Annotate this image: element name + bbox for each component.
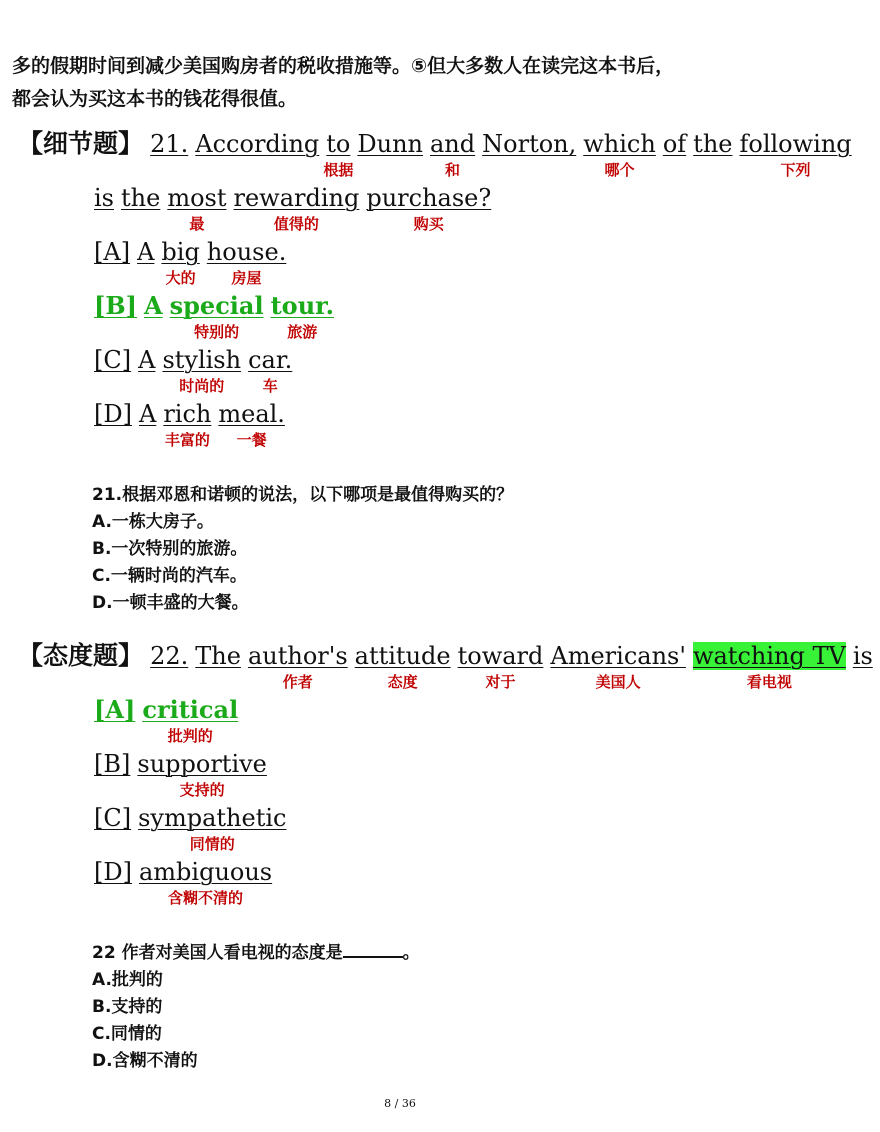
- translation-question: 21.根据邓恩和诺顿的说法，以下哪项是最值得购买的？: [92, 485, 514, 505]
- translation-option: B.支持的: [92, 997, 163, 1017]
- english-word: A: [138, 346, 156, 374]
- annotated-word: [94, 346, 131, 374]
- chinese-gloss: 特别的: [194, 323, 240, 341]
- english-word: special: [169, 291, 264, 320]
- translation-option: C.一辆时尚的汽车。: [92, 566, 247, 586]
- annotated-word: [583, 130, 656, 179]
- intro-line: 多的假期时间到减少美国购房者的税收措施等。⑤但大多数人在读完这本书后，: [12, 55, 675, 77]
- annotated-word: [693, 130, 732, 158]
- english-word: is: [852, 642, 873, 670]
- annotated-word: [94, 858, 132, 886]
- answer-option-correct: [94, 292, 341, 346]
- annotated-word: [167, 184, 227, 233]
- english-word: Americans': [550, 642, 686, 670]
- chinese-gloss: 车: [262, 377, 278, 395]
- english-word: A: [137, 238, 155, 266]
- annotated-word: [137, 238, 154, 266]
- annotated-word: [162, 346, 242, 395]
- english-word: A: [138, 400, 157, 428]
- translation-option: C.同情的: [92, 1024, 162, 1044]
- annotated-word: [94, 400, 132, 428]
- intro-paragraph: [12, 50, 792, 116]
- english-word: meal.: [218, 400, 285, 428]
- annotated-word: [94, 292, 137, 320]
- annotated-word: [357, 130, 423, 158]
- english-word: tour.: [270, 291, 334, 320]
- annotated-word: [550, 642, 686, 691]
- english-word: [B]: [94, 291, 137, 320]
- annotated-word: [195, 642, 241, 670]
- english-word: Dunn: [357, 130, 423, 158]
- english-word: following: [739, 130, 852, 158]
- chinese-gloss: 时尚的: [179, 377, 225, 395]
- english-word: A: [144, 291, 163, 320]
- annotated-word: [270, 291, 334, 341]
- annotated-word: [161, 238, 200, 287]
- annotated-word: [137, 750, 267, 799]
- intro-line: 都会认为买这本书的钱花得很值。: [12, 88, 298, 110]
- english-word: [D]: [94, 400, 132, 428]
- annotated-word: [138, 804, 287, 853]
- annotated-word: [482, 130, 576, 158]
- english-word: attitude: [354, 642, 451, 670]
- english-word: toward: [457, 642, 544, 670]
- chinese-gloss: 美国人: [595, 673, 641, 691]
- question-21-translation: [92, 482, 513, 617]
- answer-blank: [343, 940, 403, 958]
- page-number: 8 / 36: [384, 1097, 416, 1110]
- english-word: rich: [163, 400, 212, 428]
- translation-option: A.一栋大房子。: [92, 512, 214, 532]
- annotated-word: [94, 696, 135, 724]
- answer-option: [94, 804, 293, 858]
- english-word: critical: [142, 695, 239, 724]
- translation-option: D.一顿丰盛的大餐。: [92, 593, 249, 613]
- annotated-word: [142, 695, 239, 745]
- annotated-word: [138, 346, 155, 374]
- answer-option: [94, 858, 279, 912]
- english-word: most: [167, 184, 227, 212]
- annotated-word: [94, 238, 130, 266]
- english-word: [D]: [94, 858, 132, 886]
- annotated-word: [323, 130, 354, 179]
- chinese-gloss: 作者: [282, 673, 313, 691]
- english-word: purchase?: [366, 184, 492, 212]
- english-word: house.: [206, 238, 287, 266]
- english-word: car.: [248, 346, 293, 374]
- chinese-gloss: 支持的: [179, 781, 225, 799]
- annotated-word: [206, 238, 287, 287]
- english-word: rewarding: [233, 184, 360, 212]
- chinese-gloss: 大的: [165, 269, 196, 287]
- english-word: According: [195, 130, 320, 158]
- translation-option: A.批判的: [92, 970, 163, 990]
- english-word: sympathetic: [138, 804, 287, 832]
- chinese-gloss: 一餐: [236, 431, 267, 449]
- english-word: stylish: [162, 346, 242, 374]
- annotated-word: [663, 130, 686, 158]
- english-word: big: [161, 238, 200, 266]
- annotated-word: [169, 291, 264, 341]
- annotated-word: [739, 130, 852, 179]
- annotated-word: [139, 400, 156, 428]
- chinese-gloss: 下列: [780, 161, 811, 179]
- english-word: [C]: [94, 804, 132, 832]
- answer-option: [94, 346, 299, 400]
- english-word: of: [662, 130, 687, 158]
- annotated-word: [121, 184, 160, 212]
- annotated-word: [366, 184, 492, 233]
- annotated-word: [163, 400, 212, 449]
- annotated-word: [94, 750, 130, 778]
- chinese-gloss: 购买: [413, 215, 444, 233]
- annotated-word: [195, 130, 319, 158]
- annotated-word: [692, 642, 846, 691]
- annotated-word: [233, 184, 360, 233]
- answer-option-correct: [94, 696, 245, 750]
- annotated-word: [150, 130, 188, 158]
- english-word: Norton,: [482, 130, 577, 158]
- english-word: author's: [247, 642, 348, 670]
- translation-option: B.一次特别的旅游。: [92, 539, 248, 559]
- chinese-gloss: 值得的: [273, 215, 319, 233]
- question-type-tag: 【态度题】: [18, 641, 144, 670]
- annotated-word: [430, 130, 476, 179]
- question-22-translation: [92, 940, 420, 1075]
- english-word: and: [430, 130, 476, 158]
- english-word: 21.: [150, 130, 189, 158]
- english-word: is: [94, 184, 114, 212]
- annotated-word: [94, 804, 131, 832]
- translation-option: D.含糊不清的: [92, 1051, 198, 1071]
- english-word: supportive: [137, 750, 267, 778]
- chinese-gloss: 根据: [323, 161, 354, 179]
- chinese-gloss: 含糊不清的: [168, 889, 244, 907]
- annotated-word: [150, 642, 188, 670]
- chinese-gloss: 房屋: [231, 269, 262, 287]
- annotated-word: [218, 400, 285, 449]
- chinese-gloss: 态度: [387, 673, 418, 691]
- english-word: The: [195, 642, 241, 670]
- english-word: watching TV: [692, 642, 846, 670]
- question-22-line-1: [18, 642, 880, 696]
- english-word: the: [693, 130, 733, 158]
- answer-option: [94, 400, 292, 454]
- chinese-gloss: 哪个: [604, 161, 635, 179]
- english-word: [C]: [94, 346, 132, 374]
- english-word: the: [121, 184, 161, 212]
- chinese-gloss: 旅游: [287, 323, 318, 341]
- english-word: ambiguous: [138, 858, 273, 886]
- question-21-line-1: [18, 130, 859, 184]
- english-word: [B]: [94, 750, 131, 778]
- translation-question: 22 作者对美国人看电视的态度是 。: [92, 940, 420, 967]
- chinese-gloss: 对于: [485, 673, 516, 691]
- annotated-word: [457, 642, 544, 691]
- chinese-gloss: 最: [189, 215, 205, 233]
- question-type-tag: 【细节题】: [18, 129, 144, 158]
- annotated-word: [248, 346, 293, 395]
- annotated-word: [354, 642, 451, 691]
- answer-option: [94, 750, 274, 804]
- annotated-word: [144, 292, 163, 320]
- english-word: which: [583, 130, 656, 158]
- chinese-gloss: 和: [445, 161, 461, 179]
- english-word: to: [326, 130, 351, 158]
- annotated-word: [138, 858, 273, 907]
- answer-option: [94, 238, 293, 292]
- english-word: [A]: [94, 238, 131, 266]
- chinese-gloss: 同情的: [189, 835, 235, 853]
- question-21-line-2: [94, 184, 498, 238]
- annotated-word: [94, 184, 114, 212]
- english-word: [A]: [94, 695, 136, 724]
- annotated-word: [247, 642, 348, 691]
- annotated-word: [853, 642, 873, 670]
- chinese-gloss: 看电视: [746, 673, 792, 691]
- chinese-gloss: 丰富的: [164, 431, 210, 449]
- chinese-gloss: 批判的: [167, 727, 213, 745]
- english-word: 22.: [150, 642, 189, 670]
